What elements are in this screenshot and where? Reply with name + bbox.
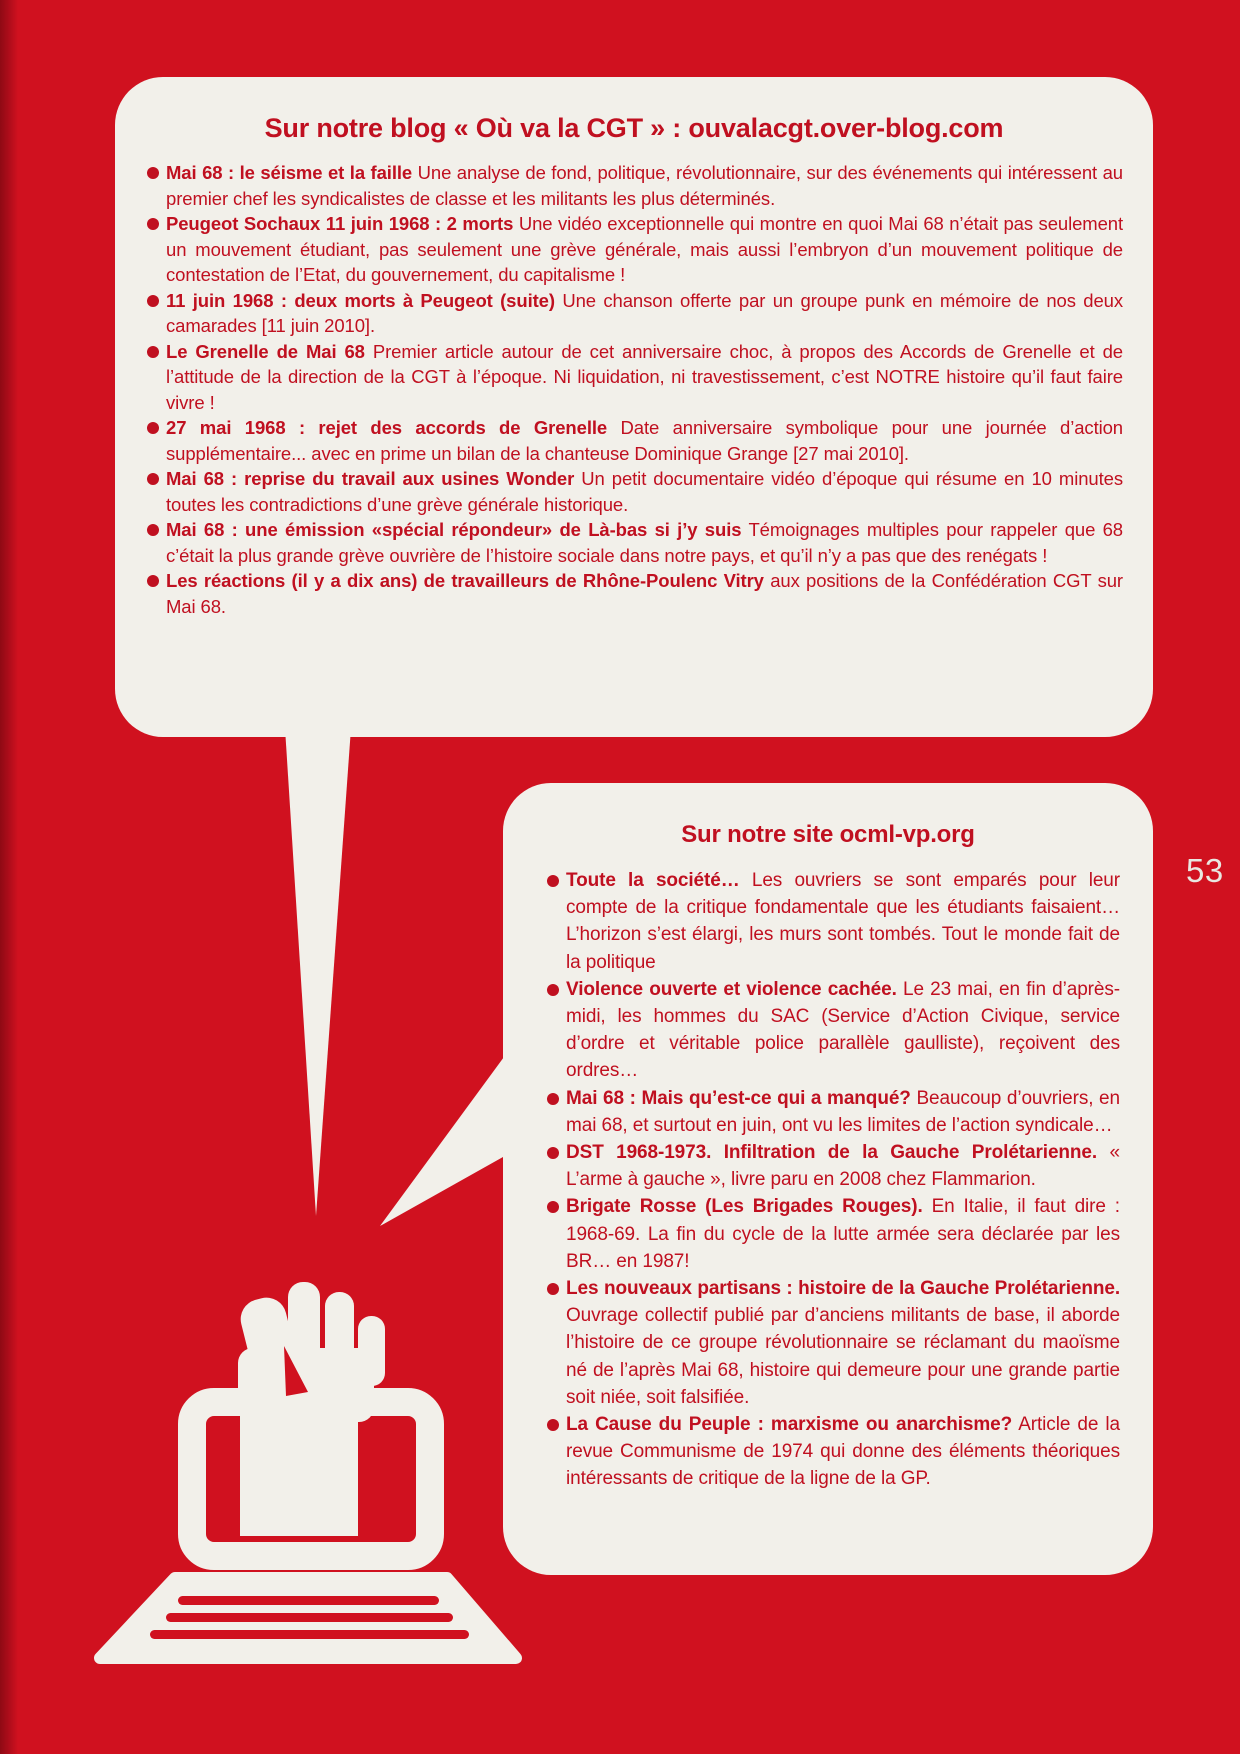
bullet-icon xyxy=(547,875,559,887)
site-article-item xyxy=(548,1411,1120,1493)
blog-speech-bubble xyxy=(115,77,1153,737)
site-article-description: Le 23 mai, en fin d’après-midi, les hommes du SAC (Service d’Action Civique, service d’ordre et véritable police parallèle gaulliste), reçoivent des ordres… xyxy=(566,978,1120,1082)
fist-finger xyxy=(325,1292,354,1386)
blog-post-title: Peugeot Sochaux 11 juin 1968 : 2 morts xyxy=(166,213,514,234)
site-article-title: Violence ouverte et violence cachée. xyxy=(566,978,897,1000)
blog-post-item xyxy=(148,568,1123,619)
fist-thumb xyxy=(236,1293,297,1370)
site-speech-bubble xyxy=(503,783,1153,1575)
blog-post-item xyxy=(148,517,1123,568)
blog-post-description: Date anniversaire symbolique pour une journée d’action supplémentaire... avec en prime un bilan de la chanteuse Dominique Grange [27 mai 2010]. xyxy=(166,417,1123,464)
blog-post-item xyxy=(148,211,1123,288)
blog-post-description: Une vidéo exceptionnelle qui montre en quoi Mai 68 n’était pas seulement un mouvement étudiant, pas seulement une grève générale, mais aussi l’embryon d’un mouvement politique de contestation de l’Etat, du gouvernement, du capitalisme ! xyxy=(166,213,1123,285)
site-article-title: La Cause du Peuple : marxisme ou anarchisme? xyxy=(566,1414,1013,1436)
site-article-description: Ouvrage collectif publié par d’anciens militants de base, il aborde l’histoire de ce groupe révolutionnaire se réclamant du maoïsme né de l’après Mai 68, histoire qui demeure pour une grande partie soit niée, soit falsifiée. xyxy=(566,1305,1120,1408)
laptop-key-row xyxy=(150,1630,469,1639)
bullet-icon xyxy=(147,218,159,230)
laptop-key-row xyxy=(178,1596,439,1605)
bullet-icon xyxy=(147,295,159,307)
site-article-description: « L’arme à gauche », livre paru en 2008 chez Flammarion. xyxy=(566,1142,1120,1191)
fist-finger xyxy=(288,1282,320,1384)
site-article-list xyxy=(548,867,1120,1493)
blog-post-title: Les réactions (il y a dix ans) de travailleurs de Rhône-Poulenc Vitry xyxy=(166,570,764,591)
laptop-key-row xyxy=(166,1613,453,1622)
fist-thumb-crease xyxy=(284,1346,308,1396)
blog-post-description: Une analyse de fond, politique, révolutionnaire, sur des événements qui intéressent au premier chef les syndicalistes de classe et les militants les plus déterminés. xyxy=(166,162,1123,209)
blog-bubble-tail xyxy=(285,728,351,1216)
blog-post-item xyxy=(148,160,1123,211)
blog-post-item xyxy=(148,339,1123,416)
bullet-icon xyxy=(547,1283,559,1295)
blog-post-item xyxy=(148,415,1123,466)
site-article-title: Brigate Rosse (Les Brigades Rouges). xyxy=(566,1196,923,1218)
bullet-icon xyxy=(547,1147,559,1159)
fist-finger xyxy=(358,1316,385,1386)
site-article-item xyxy=(548,1139,1120,1193)
site-article-item xyxy=(548,1085,1120,1139)
bullet-icon xyxy=(147,167,159,179)
blog-bubble-title: Sur notre blog « Où va la CGT » : ouvalacgt.over-blog.com xyxy=(264,113,1004,143)
blog-post-description: Une chanson offerte par un groupe punk en mémoire de nos deux camarades [11 juin 2010]. xyxy=(166,289,1123,336)
bullet-icon xyxy=(547,1419,559,1431)
bullet-icon xyxy=(147,575,159,587)
blog-post-title: Mai 68 : le séisme et la faille xyxy=(166,162,413,183)
site-article-title: Mai 68 : Mais qu’est-ce qui a manqué? xyxy=(566,1087,911,1109)
blog-post-list xyxy=(148,160,1123,619)
fist-palm xyxy=(238,1348,374,1422)
site-article-description: Les ouvriers se sont emparés pour leur compte de la critique fondamentale que les étudiants faisaient… L’horizon s’est élargi, les murs sont tombés. Tout le monde fait de la politique xyxy=(566,870,1120,973)
blog-post-title: 27 mai 1968 : rejet des accords de Grenelle xyxy=(166,417,608,438)
blog-post-title: 11 juin 1968 : deux morts à Peugeot (suite) xyxy=(166,289,555,311)
laptop-keyboard xyxy=(100,1578,516,1658)
bullet-icon xyxy=(147,422,159,434)
page-left-edge-shadow xyxy=(0,0,18,1754)
blog-post-title: Mai 68 : une émission «spécial répondeur» de Là-bas si j’y suis xyxy=(166,519,742,540)
blog-post-description: Témoignages multiples pour rappeler que 68 c’était la plus grande grève ouvrière de l’histoire sociale dans notre pays, et qu’il n’y a pas que des renégats ! xyxy=(166,519,1123,566)
bullet-icon xyxy=(147,473,159,485)
site-article-item xyxy=(548,1193,1120,1275)
bullet-icon xyxy=(547,1201,559,1213)
blog-post-title: Le Grenelle de Mai 68 xyxy=(166,340,365,362)
site-article-description: En Italie, il faut dire : 1968-69. La fin du cycle de la lutte armée sera déclarée par les BR… en 1987! xyxy=(566,1196,1120,1272)
site-bubble-tail xyxy=(380,1046,512,1226)
bullet-icon xyxy=(147,524,159,536)
blog-post-item xyxy=(148,466,1123,517)
page-number: 53 xyxy=(1186,852,1224,889)
bullet-icon xyxy=(147,346,159,358)
site-article-title: Toute la société… xyxy=(566,870,740,891)
site-article-item xyxy=(548,867,1120,976)
blog-post-description: Un petit documentaire vidéo d’époque qui résume en 10 minutes toutes les contradictions d’une grève générale historique. xyxy=(166,468,1123,515)
site-article-title: DST 1968-1973. Infiltration de la Gauche Prolétarienne. xyxy=(566,1142,1098,1164)
bullet-icon xyxy=(547,984,559,996)
site-article-item xyxy=(548,976,1120,1085)
blog-post-title: Mai 68 : reprise du travail aux usines Wonder xyxy=(166,468,575,489)
site-bubble-title: Sur notre site ocml-vp.org xyxy=(681,821,975,848)
blog-post-item xyxy=(148,288,1123,339)
site-article-description: Article de la revue Communisme de 1974 qui donne des éléments théoriques intéressants de critique de la ligne de la GP. xyxy=(566,1414,1120,1490)
site-article-item xyxy=(548,1275,1120,1411)
blog-post-description: aux positions de la Confédération CGT sur Mai 68. xyxy=(166,570,1123,617)
site-article-description: Beaucoup d’ouvriers, en mai 68, et surtout en juin, ont vu les limites de l’action syndicale… xyxy=(566,1087,1120,1136)
fist-wrist xyxy=(240,1402,358,1536)
site-article-title: Les nouveaux partisans : histoire de la Gauche Prolétarienne. xyxy=(566,1278,1120,1300)
blog-post-description: Premier article autour de cet anniversaire choc, à propos des Accords de Grenelle et de l’attitude de la direction de la CGT à l’époque. Ni liquidation, ni travestissement, c’est NOTRE histoire qu’il faut faire vivre ! xyxy=(166,340,1124,413)
laptop-screen xyxy=(192,1402,430,1556)
laptop-fist-icon xyxy=(100,1282,516,1658)
bullet-icon xyxy=(547,1093,559,1105)
